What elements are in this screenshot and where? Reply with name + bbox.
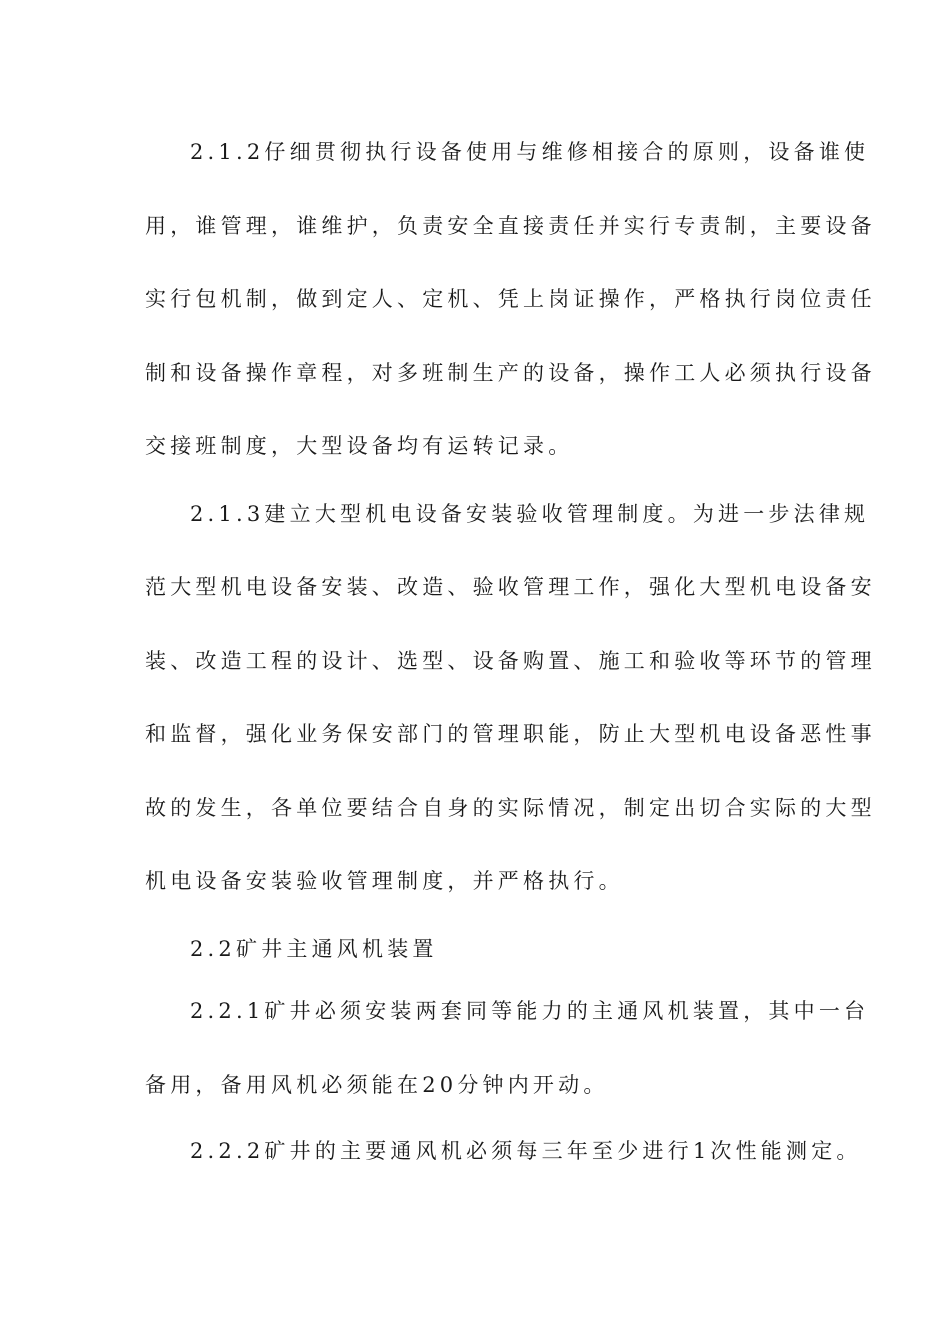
paragraph-2-2-1-line-2: 备用，备用风机必须能在20分钟内开动。 [145,1073,609,1097]
paragraph-2-2-1-line-1: 2.2.1矿井必须安装两套同等能力的主通风机装置，其中一台 [190,999,870,1023]
paragraph-2-1-3-line-6: 机电设备安装验收管理制度，并严格执行。 [145,869,624,893]
paragraph-2-1-2-line-3: 实行包机制，做到定人、定机、凭上岗证操作，严格执行岗位责任 [145,287,876,311]
paragraph-2-1-2-line-5: 交接班制度，大型设备均有运转记录。 [145,434,574,458]
paragraph-2-1-3-line-5: 故的发生，各单位要结合自身的实际情况，制定出切合实际的大型 [145,796,876,820]
paragraph-2-1-3-line-4: 和监督，强化业务保安部门的管理职能，防止大型机电设备恶性事 [145,722,876,746]
paragraph-2-1-3-line-3: 装、改造工程的设计、选型、设备购置、施工和验收等环节的管理 [145,649,876,673]
paragraph-2-1-3-line-1: 2.1.3建立大型机电设备安装验收管理制度。为进一步法律规 [190,502,870,526]
paragraph-2-1-2-line-4: 制和设备操作章程，对多班制生产的设备，操作工人必须执行设备 [145,361,876,385]
section-heading-2-2: 2.2矿井主通风机装置 [190,937,438,961]
paragraph-2-2-2-line-1: 2.2.2矿井的主要通风机必须每三年至少进行1次性能测定。 [190,1139,862,1163]
paragraph-2-1-3-line-2: 范大型机电设备安装、改造、验收管理工作，强化大型机电设备安 [145,575,876,599]
paragraph-2-1-2-line-2: 用，谁管理，谁维护，负责安全直接责任并实行专责制，主要设备 [145,214,876,238]
paragraph-2-1-2-line-1: 2.1.2仔细贯彻执行设备使用与维修相接合的原则，设备谁使 [190,140,870,164]
